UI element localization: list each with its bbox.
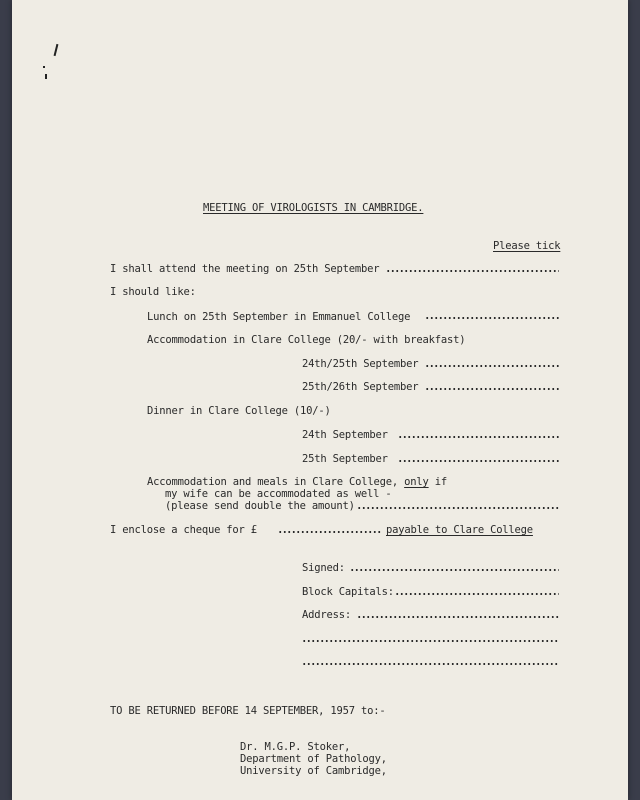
lunch-tick-field[interactable] <box>425 315 559 321</box>
attend-line: I shall attend the meeting on 25th September <box>110 263 380 275</box>
acc-date2-label: 25th/26th September <box>302 381 419 393</box>
payable-label: payable to Clare College <box>386 524 533 536</box>
address-label: Address: <box>302 609 351 621</box>
address-field-1[interactable] <box>357 614 559 620</box>
signed-label: Signed: <box>302 562 345 574</box>
form-title: MEETING OF VIROLOGISTS IN CAMBRIDGE. <box>203 202 424 214</box>
dinner-line: Dinner in Clare College (10/-) <box>147 405 331 417</box>
dinner-date2-label: 25th September <box>302 453 388 465</box>
cheque-amount-field[interactable] <box>278 529 382 535</box>
document-page <box>12 0 628 800</box>
recipient-university: University of Cambridge, <box>240 765 387 777</box>
cheque-line: I enclose a cheque for £ <box>110 524 257 536</box>
dinner-date1-label: 24th September <box>302 429 388 441</box>
meals-line2: my wife can be accommodated as well - <box>165 488 392 500</box>
please-tick-label: Please tick <box>493 240 561 252</box>
meals-line1-end: if <box>428 476 447 488</box>
address-field-2[interactable] <box>302 638 559 644</box>
only-emphasis: only <box>404 476 429 488</box>
meals-tick-field[interactable] <box>357 505 559 511</box>
dinner-date1-tick-field[interactable] <box>398 434 559 440</box>
should-like-label: I should like: <box>110 286 196 298</box>
meals-line1-text: Accommodation and meals in Clare College, <box>147 476 405 488</box>
block-capitals-field[interactable] <box>395 591 559 597</box>
acc-date1-tick-field[interactable] <box>425 363 559 369</box>
recipient-name: Dr. M.G.P. Stoker, <box>240 741 351 753</box>
pen-mark-small <box>45 74 47 79</box>
acc-date2-tick-field[interactable] <box>425 386 559 392</box>
block-capitals-label: Block Capitals: <box>302 586 394 598</box>
meals-line3: (please send double the amount) <box>165 500 355 512</box>
recipient-department: Department of Pathology, <box>240 753 387 765</box>
pen-mark-dot <box>43 66 45 68</box>
pen-mark <box>54 44 59 56</box>
accommodation-line: Accommodation in Clare College (20/- with breakfast) <box>147 334 466 346</box>
lunch-line: Lunch on 25th September in Emmanuel College <box>147 311 411 323</box>
signed-field[interactable] <box>350 567 559 573</box>
address-field-3[interactable] <box>302 661 559 667</box>
dinner-date2-tick-field[interactable] <box>398 458 559 464</box>
attend-tick-field[interactable] <box>386 268 559 274</box>
acc-date1-label: 24th/25th September <box>302 358 419 370</box>
return-notice: TO BE RETURNED BEFORE 14 SEPTEMBER, 1957 to:- <box>110 705 386 717</box>
